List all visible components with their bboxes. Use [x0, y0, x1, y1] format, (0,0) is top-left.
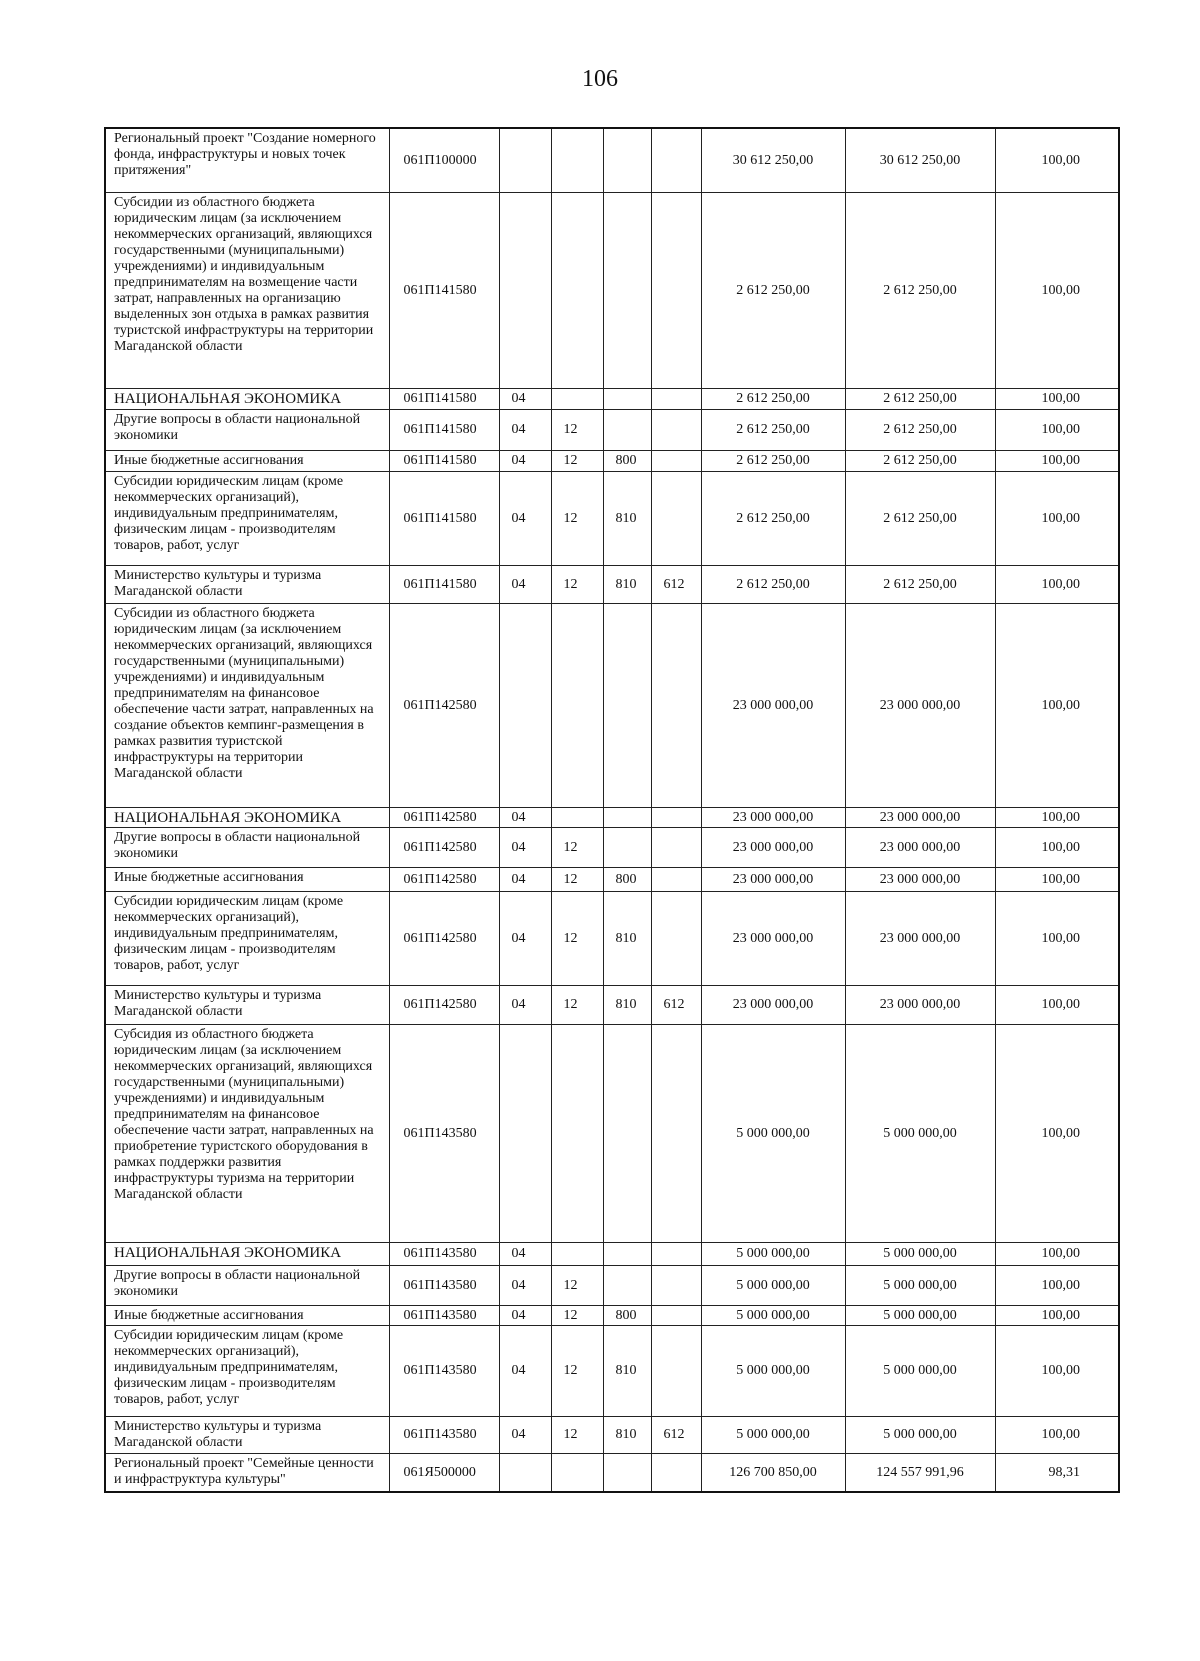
cell-admin [651, 891, 701, 985]
cell-exp-type [603, 1024, 651, 1242]
cell-percent: 100,00 [995, 827, 1119, 867]
cell-actual: 2 612 250,00 [845, 409, 995, 450]
cell-actual: 2 612 250,00 [845, 471, 995, 565]
cell-section: 04 [499, 388, 551, 409]
table-row [105, 565, 1119, 603]
cell-subsection [551, 1024, 603, 1242]
table-row [105, 471, 1119, 565]
cell-admin: 612 [651, 565, 701, 603]
table-row [105, 1265, 1119, 1305]
cell-percent: 100,00 [995, 565, 1119, 603]
cell-plan: 23 000 000,00 [701, 807, 845, 827]
cell-code: 061П142580 [389, 891, 499, 985]
cell-exp-type [603, 388, 651, 409]
table-row [105, 603, 1119, 807]
cell-exp-type: 810 [603, 565, 651, 603]
cell-name: Министерство культуры и туризма Магаданской области [105, 985, 389, 1024]
cell-percent: 100,00 [995, 1024, 1119, 1242]
cell-section [499, 1453, 551, 1492]
cell-percent: 100,00 [995, 1305, 1119, 1325]
cell-code: 061П142580 [389, 827, 499, 867]
table-row [105, 1305, 1119, 1325]
cell-section: 04 [499, 891, 551, 985]
cell-actual: 5 000 000,00 [845, 1024, 995, 1242]
cell-name: Субсидии из областного бюджета юридическим лицам (за исключением некоммерческих организаций, являющихся государственными (муниципальными) учреждениями) и индивидуальным предпринимателям на финансовое обеспечение части затрат, направленных на создание объектов кемпинг-размещения в рамках развития туристской инфраструктуры на территории Магаданской области [105, 603, 389, 807]
cell-subsection: 12 [551, 450, 603, 471]
cell-admin [651, 1325, 701, 1416]
table-row [105, 128, 1119, 192]
cell-plan: 126 700 850,00 [701, 1453, 845, 1492]
cell-section: 04 [499, 1325, 551, 1416]
cell-subsection: 12 [551, 409, 603, 450]
cell-percent: 100,00 [995, 603, 1119, 807]
cell-percent: 100,00 [995, 388, 1119, 409]
table-row [105, 450, 1119, 471]
cell-code: 061П143580 [389, 1024, 499, 1242]
cell-exp-type: 800 [603, 450, 651, 471]
cell-plan: 23 000 000,00 [701, 891, 845, 985]
cell-actual: 2 612 250,00 [845, 450, 995, 471]
cell-plan: 2 612 250,00 [701, 450, 845, 471]
cell-actual: 30 612 250,00 [845, 128, 995, 192]
cell-name: НАЦИОНАЛЬНАЯ ЭКОНОМИКА [105, 807, 389, 827]
cell-admin [651, 807, 701, 827]
cell-code: 061П142580 [389, 867, 499, 891]
cell-exp-type [603, 807, 651, 827]
cell-exp-type [603, 128, 651, 192]
cell-actual: 23 000 000,00 [845, 603, 995, 807]
table-row [105, 388, 1119, 409]
cell-percent: 100,00 [995, 807, 1119, 827]
cell-code: 061П141580 [389, 450, 499, 471]
cell-section [499, 603, 551, 807]
cell-percent: 100,00 [995, 891, 1119, 985]
cell-name: Региональный проект "Создание номерного фонда, инфраструктуры и новых точек притяжения" [105, 128, 389, 192]
cell-section [499, 192, 551, 388]
cell-actual: 23 000 000,00 [845, 827, 995, 867]
table-row [105, 807, 1119, 827]
cell-name: Иные бюджетные ассигнования [105, 1305, 389, 1325]
cell-admin [651, 1453, 701, 1492]
cell-percent: 100,00 [995, 985, 1119, 1024]
cell-percent: 100,00 [995, 192, 1119, 388]
cell-subsection [551, 388, 603, 409]
cell-name: Субсидии из областного бюджета юридическим лицам (за исключением некоммерческих организаций, являющихся государственными (муниципальными) учреждениями) и индивидуальным предпринимателям на возмещение части затрат, направленных на организацию выделенных зон отдыха в рамках развития туристской инфраструктуры на территории Магаданской области [105, 192, 389, 388]
cell-admin [651, 471, 701, 565]
cell-admin [651, 867, 701, 891]
table-row [105, 192, 1119, 388]
cell-actual: 23 000 000,00 [845, 891, 995, 985]
cell-exp-type [603, 1242, 651, 1265]
cell-name: Другие вопросы в области национальной экономики [105, 827, 389, 867]
cell-name: НАЦИОНАЛЬНАЯ ЭКОНОМИКА [105, 388, 389, 409]
table-row [105, 867, 1119, 891]
cell-plan: 5 000 000,00 [701, 1416, 845, 1453]
cell-admin [651, 128, 701, 192]
table-row [105, 409, 1119, 450]
cell-exp-type [603, 1265, 651, 1305]
cell-plan: 2 612 250,00 [701, 409, 845, 450]
cell-section: 04 [499, 450, 551, 471]
cell-subsection: 12 [551, 1265, 603, 1305]
cell-percent: 100,00 [995, 471, 1119, 565]
cell-section: 04 [499, 827, 551, 867]
cell-code: 061Я500000 [389, 1453, 499, 1492]
cell-section: 04 [499, 1242, 551, 1265]
cell-admin [651, 409, 701, 450]
cell-percent: 100,00 [995, 867, 1119, 891]
cell-admin [651, 1024, 701, 1242]
cell-exp-type [603, 603, 651, 807]
table-row [105, 1024, 1119, 1242]
cell-actual: 5 000 000,00 [845, 1325, 995, 1416]
cell-section: 04 [499, 1305, 551, 1325]
table-row [105, 985, 1119, 1024]
cell-subsection: 12 [551, 827, 603, 867]
cell-code: 061П143580 [389, 1265, 499, 1305]
cell-plan: 5 000 000,00 [701, 1024, 845, 1242]
cell-name: Другие вопросы в области национальной экономики [105, 409, 389, 450]
cell-name: Министерство культуры и туризма Магаданской области [105, 1416, 389, 1453]
cell-exp-type [603, 192, 651, 388]
cell-actual: 124 557 991,96 [845, 1453, 995, 1492]
cell-admin [651, 450, 701, 471]
budget-table [104, 127, 1120, 1493]
cell-actual: 23 000 000,00 [845, 985, 995, 1024]
cell-code: 061П143580 [389, 1305, 499, 1325]
cell-percent: 100,00 [995, 1265, 1119, 1305]
cell-name: НАЦИОНАЛЬНАЯ ЭКОНОМИКА [105, 1242, 389, 1265]
cell-actual: 2 612 250,00 [845, 565, 995, 603]
cell-actual: 2 612 250,00 [845, 192, 995, 388]
cell-percent: 100,00 [995, 1242, 1119, 1265]
cell-actual: 5 000 000,00 [845, 1242, 995, 1265]
cell-actual: 5 000 000,00 [845, 1305, 995, 1325]
cell-exp-type: 800 [603, 1305, 651, 1325]
cell-code: 061П142580 [389, 603, 499, 807]
cell-plan: 23 000 000,00 [701, 985, 845, 1024]
cell-code: 061П142580 [389, 807, 499, 827]
cell-actual: 23 000 000,00 [845, 807, 995, 827]
cell-code: 061П141580 [389, 409, 499, 450]
cell-section [499, 1024, 551, 1242]
cell-actual: 23 000 000,00 [845, 867, 995, 891]
cell-section: 04 [499, 409, 551, 450]
cell-subsection: 12 [551, 867, 603, 891]
cell-subsection [551, 128, 603, 192]
cell-admin [651, 388, 701, 409]
cell-admin [651, 1242, 701, 1265]
cell-percent: 100,00 [995, 409, 1119, 450]
page-number: 106 [582, 66, 618, 92]
cell-actual: 2 612 250,00 [845, 388, 995, 409]
cell-admin [651, 603, 701, 807]
cell-subsection: 12 [551, 471, 603, 565]
cell-name: Другие вопросы в области национальной экономики [105, 1265, 389, 1305]
cell-plan: 5 000 000,00 [701, 1325, 845, 1416]
cell-exp-type [603, 827, 651, 867]
cell-exp-type: 810 [603, 985, 651, 1024]
cell-section: 04 [499, 985, 551, 1024]
cell-plan: 2 612 250,00 [701, 565, 845, 603]
cell-name: Иные бюджетные ассигнования [105, 450, 389, 471]
cell-exp-type [603, 409, 651, 450]
table-row [105, 1453, 1119, 1492]
cell-exp-type: 800 [603, 867, 651, 891]
cell-section: 04 [499, 1265, 551, 1305]
cell-code: 061П141580 [389, 388, 499, 409]
cell-admin: 612 [651, 1416, 701, 1453]
cell-subsection [551, 1453, 603, 1492]
table-row [105, 827, 1119, 867]
cell-plan: 2 612 250,00 [701, 192, 845, 388]
cell-section: 04 [499, 867, 551, 891]
cell-admin [651, 192, 701, 388]
cell-admin: 612 [651, 985, 701, 1024]
cell-section: 04 [499, 565, 551, 603]
cell-subsection: 12 [551, 985, 603, 1024]
cell-subsection [551, 192, 603, 388]
cell-exp-type: 810 [603, 1416, 651, 1453]
cell-plan: 30 612 250,00 [701, 128, 845, 192]
cell-name: Субсидии юридическим лицам (кроме некоммерческих организаций), индивидуальным предпринимателям, физическим лицам - производителям товаров, работ, услуг [105, 891, 389, 985]
cell-subsection [551, 603, 603, 807]
cell-plan: 5 000 000,00 [701, 1305, 845, 1325]
cell-percent: 98,31 [995, 1453, 1119, 1492]
cell-actual: 5 000 000,00 [845, 1416, 995, 1453]
table-row [105, 1242, 1119, 1265]
table-row [105, 1416, 1119, 1453]
cell-subsection [551, 1242, 603, 1265]
cell-subsection [551, 807, 603, 827]
cell-code: 061П142580 [389, 985, 499, 1024]
cell-exp-type: 810 [603, 891, 651, 985]
cell-subsection: 12 [551, 1305, 603, 1325]
cell-exp-type [603, 1453, 651, 1492]
cell-subsection: 12 [551, 565, 603, 603]
cell-name: Субсидия из областного бюджета юридическим лицам (за исключением некоммерческих организаций, являющихся государственными (муниципальными) учреждениями) и индивидуальным предпринимателям на финансовое обеспечение части затрат, направленных на приобретение туристского оборудования в рамках поддержки развития инфраструктуры туризма на территории Магаданской области [105, 1024, 389, 1242]
cell-plan: 2 612 250,00 [701, 471, 845, 565]
cell-percent: 100,00 [995, 450, 1119, 471]
table-body [105, 128, 1119, 1492]
cell-percent: 100,00 [995, 128, 1119, 192]
cell-section: 04 [499, 807, 551, 827]
cell-plan: 23 000 000,00 [701, 827, 845, 867]
cell-admin [651, 827, 701, 867]
cell-code: 061П143580 [389, 1242, 499, 1265]
cell-name: Субсидии юридическим лицам (кроме некоммерческих организаций), индивидуальным предпринимателям, физическим лицам - производителям товаров, работ, услуг [105, 1325, 389, 1416]
cell-admin [651, 1265, 701, 1305]
cell-plan: 23 000 000,00 [701, 603, 845, 807]
table-row [105, 1325, 1119, 1416]
table-row [105, 891, 1119, 985]
cell-code: 061П141580 [389, 192, 499, 388]
cell-percent: 100,00 [995, 1325, 1119, 1416]
cell-name: Иные бюджетные ассигнования [105, 867, 389, 891]
cell-section: 04 [499, 1416, 551, 1453]
cell-admin [651, 1305, 701, 1325]
cell-code: 061П141580 [389, 565, 499, 603]
cell-name: Региональный проект "Семейные ценности и инфраструктура культуры" [105, 1453, 389, 1492]
cell-code: 061П141580 [389, 471, 499, 565]
cell-code: 061П100000 [389, 128, 499, 192]
cell-code: 061П143580 [389, 1325, 499, 1416]
cell-actual: 5 000 000,00 [845, 1265, 995, 1305]
cell-subsection: 12 [551, 891, 603, 985]
cell-plan: 5 000 000,00 [701, 1242, 845, 1265]
cell-exp-type: 810 [603, 471, 651, 565]
cell-subsection: 12 [551, 1416, 603, 1453]
cell-subsection: 12 [551, 1325, 603, 1416]
cell-name: Субсидии юридическим лицам (кроме некоммерческих организаций), индивидуальным предпринимателям, физическим лицам - производителям товаров, работ, услуг [105, 471, 389, 565]
cell-percent: 100,00 [995, 1416, 1119, 1453]
cell-name: Министерство культуры и туризма Магаданской области [105, 565, 389, 603]
cell-plan: 5 000 000,00 [701, 1265, 845, 1305]
cell-code: 061П143580 [389, 1416, 499, 1453]
cell-section: 04 [499, 471, 551, 565]
cell-plan: 23 000 000,00 [701, 867, 845, 891]
cell-plan: 2 612 250,00 [701, 388, 845, 409]
cell-section [499, 128, 551, 192]
cell-exp-type: 810 [603, 1325, 651, 1416]
